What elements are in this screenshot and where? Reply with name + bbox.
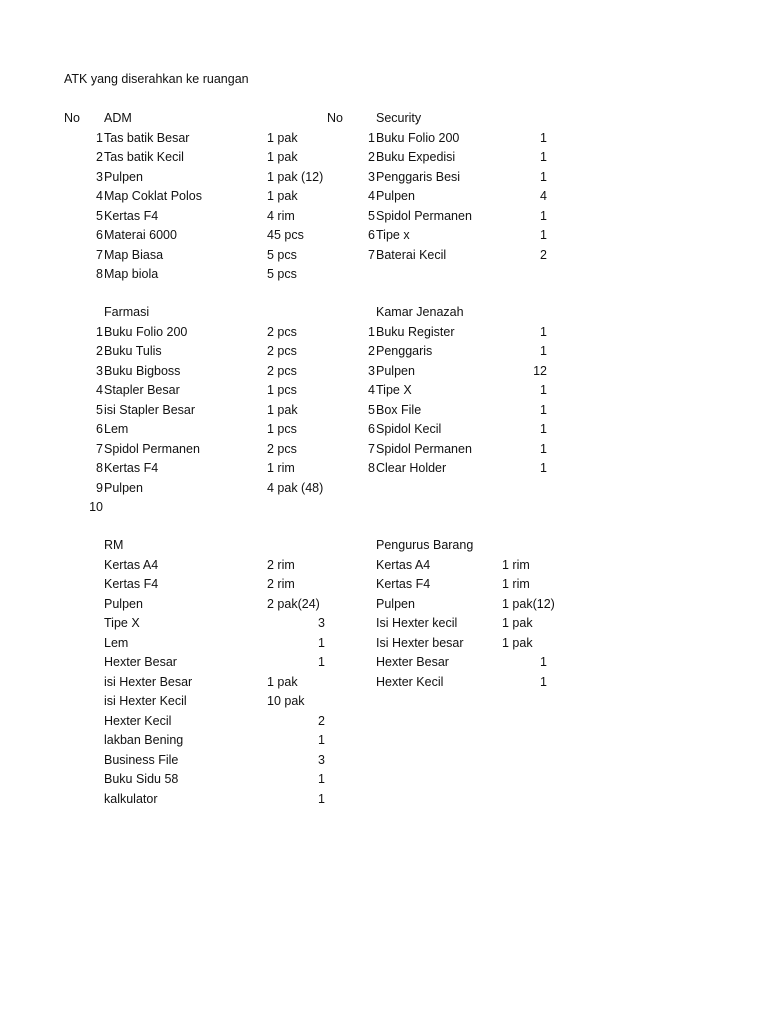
item-name: Map biola xyxy=(104,267,159,281)
item-name: Tas batik Besar xyxy=(104,130,190,145)
row-number: 4 xyxy=(96,189,103,203)
row-number: 10 xyxy=(89,500,103,514)
row-number: 7 xyxy=(96,441,103,456)
item-quantity: 2 pcs xyxy=(267,363,297,378)
item-quantity: 1 xyxy=(540,655,547,669)
item-quantity: 2 xyxy=(540,247,547,262)
item-quantity: 1 xyxy=(540,674,547,689)
row-number: 9 xyxy=(96,480,103,495)
item-name: Tipe X xyxy=(104,616,140,630)
item-name: Buku Bigboss xyxy=(104,363,181,378)
item-name: Map Coklat Polos xyxy=(104,189,202,203)
item-name: Stapler Besar xyxy=(104,383,180,397)
item-name: isi Stapler Besar xyxy=(104,402,196,417)
item-quantity: 1 pak xyxy=(502,616,533,630)
section-header: Kamar Jenazah xyxy=(376,305,464,319)
item-name: Spidol Permanen xyxy=(104,441,200,456)
row-number: 8 xyxy=(96,267,103,281)
row-number: 3 xyxy=(368,169,375,184)
no-column-header: No xyxy=(327,111,343,125)
item-name: lakban Bening xyxy=(104,733,184,747)
item-quantity: 1 pak xyxy=(267,402,298,417)
row-number: 4 xyxy=(368,383,375,397)
row-number: 5 xyxy=(96,208,103,223)
item-quantity: 1 xyxy=(540,208,547,223)
row-number: 6 xyxy=(96,422,103,436)
item-quantity: 1 xyxy=(540,228,547,242)
item-name: Penggaris xyxy=(376,344,433,358)
item-quantity: 1 xyxy=(540,402,547,417)
item-name: Tipe x xyxy=(376,228,410,242)
row-number: 3 xyxy=(96,169,103,184)
row-number: 2 xyxy=(368,344,375,358)
row-number: 2 xyxy=(368,150,375,164)
item-quantity: 5 pcs xyxy=(267,247,297,262)
row-number: 8 xyxy=(368,461,375,475)
item-quantity: 2 pcs xyxy=(267,441,297,456)
item-quantity: 1 pcs xyxy=(267,422,297,436)
item-name: Kertas F4 xyxy=(376,577,431,591)
item-quantity: 1 xyxy=(540,383,547,397)
row-number: 7 xyxy=(368,247,375,262)
item-quantity: 1 xyxy=(318,791,325,806)
item-quantity: 1 xyxy=(318,733,325,747)
item-name: Hexter Kecil xyxy=(104,713,172,728)
item-name: Box File xyxy=(376,402,422,417)
item-quantity: 1 pak(12) xyxy=(502,596,555,611)
item-quantity: 1 pcs xyxy=(267,383,297,397)
row-number: 5 xyxy=(368,208,375,223)
item-name: Spidol Kecil xyxy=(376,422,442,436)
item-name: Tipe X xyxy=(376,383,412,397)
item-quantity: 1 xyxy=(540,461,547,475)
item-name: Lem xyxy=(104,422,129,436)
item-name: Business File xyxy=(104,752,179,767)
row-number: 4 xyxy=(368,189,375,203)
row-number: 5 xyxy=(96,402,103,417)
row-number: 4 xyxy=(96,383,103,397)
item-name: Isi Hexter besar xyxy=(376,635,464,650)
item-quantity: 1 pak xyxy=(502,635,533,650)
item-quantity: 3 xyxy=(318,616,325,630)
row-number: 7 xyxy=(96,247,103,262)
item-name: Kertas F4 xyxy=(104,461,159,475)
item-quantity: 1 pak xyxy=(267,150,298,164)
item-name: Hexter Kecil xyxy=(376,674,444,689)
item-quantity: 1 xyxy=(540,130,547,145)
row-number: 2 xyxy=(96,344,103,358)
item-name: Buku Sidu 58 xyxy=(104,772,179,786)
item-name: Pulpen xyxy=(104,480,143,495)
page-title: ATK yang diserahkan ke ruangan xyxy=(64,72,249,86)
item-name: Buku Expedisi xyxy=(376,150,456,164)
item-name: isi Hexter Besar xyxy=(104,674,193,689)
item-name: Buku Register xyxy=(376,324,455,339)
item-name: Kertas F4 xyxy=(104,577,159,591)
item-quantity: 1 xyxy=(318,655,325,669)
item-name: Buku Folio 200 xyxy=(104,324,188,339)
item-name: Penggaris Besi xyxy=(376,169,461,184)
item-quantity: 1 xyxy=(540,344,547,358)
section-header: Farmasi xyxy=(104,305,150,319)
row-number: 1 xyxy=(368,324,375,339)
item-name: Kertas A4 xyxy=(104,557,159,572)
item-quantity: 1 xyxy=(540,441,547,456)
item-quantity: 45 pcs xyxy=(267,228,304,242)
item-quantity: 1 xyxy=(540,422,547,436)
row-number: 1 xyxy=(96,324,103,339)
row-number: 2 xyxy=(96,150,103,164)
row-number: 6 xyxy=(368,422,375,436)
row-number: 3 xyxy=(368,363,375,378)
item-name: Pulpen xyxy=(104,169,143,184)
item-quantity: 2 xyxy=(318,713,325,728)
item-name: Pulpen xyxy=(376,363,415,378)
item-name: Spidol Permanen xyxy=(376,208,472,223)
item-quantity: 4 pak (48) xyxy=(267,480,324,495)
item-quantity: 1 pak xyxy=(267,674,298,689)
item-quantity: 10 pak xyxy=(267,694,305,708)
item-quantity: 2 rim xyxy=(267,577,295,591)
item-name: Kertas F4 xyxy=(104,208,159,223)
item-name: Materai 6000 xyxy=(104,228,177,242)
item-quantity: 5 pcs xyxy=(267,267,297,281)
item-quantity: 1 rim xyxy=(267,461,295,475)
item-name: Map Biasa xyxy=(104,247,164,262)
item-name: Hexter Besar xyxy=(376,655,449,669)
row-number: 7 xyxy=(368,441,375,456)
item-name: Buku Tulis xyxy=(104,344,162,358)
row-number: 1 xyxy=(368,130,375,145)
item-name: Spidol Permanen xyxy=(376,441,472,456)
section-header: ADM xyxy=(104,111,132,125)
item-quantity: 1 pak xyxy=(267,130,298,145)
item-name: Hexter Besar xyxy=(104,655,177,669)
item-name: Kertas A4 xyxy=(376,557,431,572)
item-name: Isi Hexter kecil xyxy=(376,616,458,630)
section-header: Security xyxy=(376,111,422,125)
item-name: Buku Folio 200 xyxy=(376,130,460,145)
no-column-header: No xyxy=(64,111,80,125)
item-quantity: 1 xyxy=(318,635,325,650)
item-quantity: 2 pcs xyxy=(267,324,297,339)
item-quantity: 4 xyxy=(540,189,547,203)
item-name: Pulpen xyxy=(376,189,415,203)
section-header: Pengurus Barang xyxy=(376,538,474,552)
item-quantity: 2 rim xyxy=(267,557,295,572)
item-quantity: 1 pak (12) xyxy=(267,169,324,184)
item-quantity: 4 rim xyxy=(267,208,295,223)
section-header: RM xyxy=(104,538,124,552)
row-number: 5 xyxy=(368,402,375,417)
item-name: Pulpen xyxy=(104,596,143,611)
row-number: 1 xyxy=(96,130,103,145)
item-name: isi Hexter Kecil xyxy=(104,694,187,708)
item-name: Pulpen xyxy=(376,596,415,611)
item-name: Tas batik Kecil xyxy=(104,150,184,164)
item-quantity: 2 pak(24) xyxy=(267,596,320,611)
item-quantity: 1 xyxy=(318,772,325,786)
item-quantity: 1 xyxy=(540,169,547,184)
item-quantity: 3 xyxy=(318,752,325,767)
item-name: Baterai Kecil xyxy=(376,247,447,262)
row-number: 8 xyxy=(96,461,103,475)
item-name: kalkulator xyxy=(104,791,158,806)
item-name: Clear Holder xyxy=(376,461,447,475)
row-number: 6 xyxy=(368,228,375,242)
item-quantity: 12 xyxy=(533,363,547,378)
item-quantity: 2 pcs xyxy=(267,344,297,358)
item-name: Lem xyxy=(104,635,129,650)
item-quantity: 1 pak xyxy=(267,189,298,203)
item-quantity: 1 rim xyxy=(502,577,530,591)
item-quantity: 1 rim xyxy=(502,557,530,572)
item-quantity: 1 xyxy=(540,150,547,164)
item-quantity: 1 xyxy=(540,324,547,339)
row-number: 6 xyxy=(96,228,103,242)
row-number: 3 xyxy=(96,363,103,378)
